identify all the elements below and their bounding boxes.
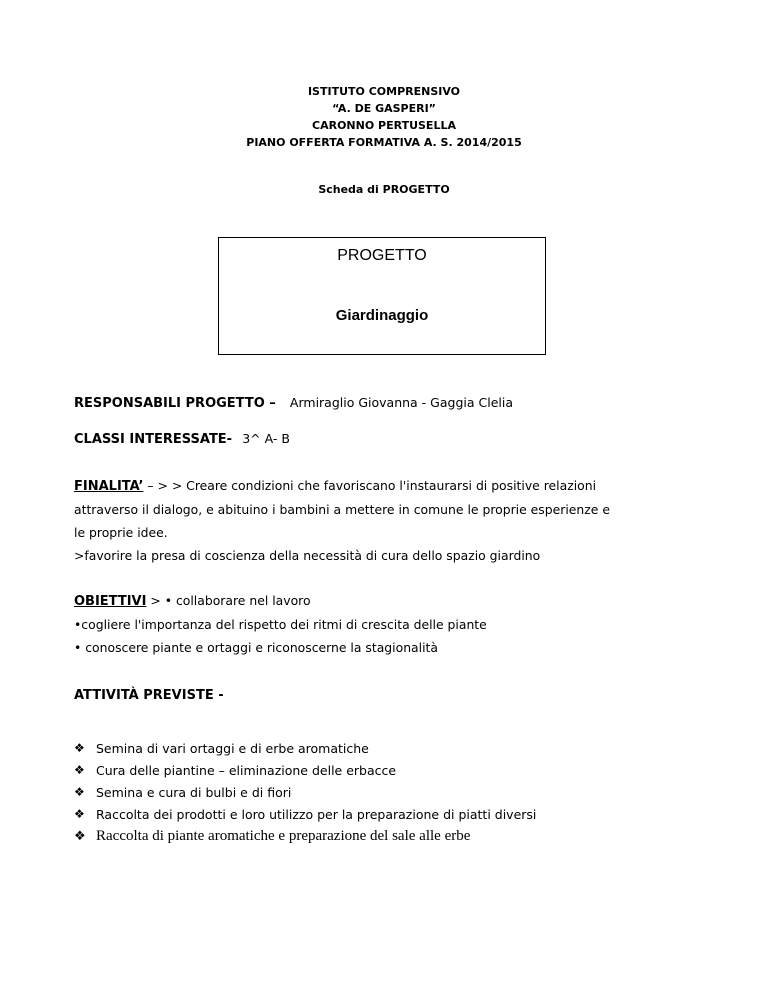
project-name: Giardinaggio (335, 307, 429, 324)
finalita-label: FINALITA’ (74, 479, 144, 494)
diamond-bullet-icon: ❖ (74, 828, 86, 844)
obiettivi-label: OBIETTIVI (74, 594, 147, 609)
sheet-title: Scheda di PROGETTO (318, 183, 450, 196)
list-item: ❖ Raccolta di piante aromatiche e preparazione del sale alle erbe (74, 827, 471, 844)
responsabili-label: RESPONSABILI PROGETTO – (74, 396, 276, 411)
school-location: CARONNO PERTUSELLA (312, 119, 456, 132)
document-header (0, 83, 768, 151)
classi-value: 3^ A- B (242, 431, 290, 446)
diamond-bullet-icon: ❖ (74, 741, 85, 755)
school-name: “A. DE GASPERI” (332, 102, 436, 115)
finalita-line-1 (74, 474, 704, 498)
project-box (218, 237, 546, 355)
finalita-section (74, 474, 704, 567)
list-item: ❖ Semina e cura di bulbi e di fiori (74, 784, 292, 800)
obiettivi-section (74, 589, 704, 659)
plan-title: PIANO OFFERTA FORMATIVA A. S. 2014/2015 (246, 136, 522, 149)
attivita-heading (74, 685, 224, 707)
obiettivi-line-3: • conoscere piante e ortaggi e riconoscerne la stagionalità (74, 640, 438, 655)
diamond-bullet-icon: ❖ (74, 785, 85, 799)
list-item: ❖ Cura delle piantine – eliminazione delle erbacce (74, 762, 397, 778)
finalita-line-2: attraverso il dialogo, e abituino i bambini a mettere in comune le proprie esperienze e (74, 502, 610, 517)
finalita-line-3: le proprie idee. (74, 525, 168, 540)
finalita-line-4: >favorire la presa di coscienza della necessità di cura dello spazio giardino (74, 548, 541, 563)
finalita-text-1: – > > Creare condizioni che favoriscano l'instaurarsi di positive relazioni (143, 478, 597, 493)
list-item: ❖ Semina di vari ortaggi e di erbe aromatiche (74, 740, 369, 756)
project-box-title: PROGETTO (337, 247, 427, 264)
obiettivi-line-2: •cogliere l'importanza del rispetto dei ritmi di crescita delle piante (74, 617, 487, 632)
obiettivi-text-1: > • collaborare nel lavoro (146, 593, 311, 608)
classi-label: CLASSI INTERESSATE- (74, 432, 233, 447)
responsabili-row (74, 392, 513, 415)
diamond-bullet-icon: ❖ (74, 763, 85, 777)
diamond-bullet-icon: ❖ (74, 807, 85, 821)
school-type: ISTITUTO COMPRENSIVO (307, 85, 461, 98)
attivita-list (74, 737, 536, 847)
attivita-label: ATTIVITÀ PREVISTE - (74, 688, 224, 703)
responsabili-value: Armiraglio Giovanna - Gaggia Clelia (289, 395, 513, 410)
classi-row (74, 428, 290, 451)
list-item: ❖ Raccolta dei prodotti e loro utilizzo per la preparazione di piatti diversi (74, 806, 537, 822)
obiettivi-line-1 (74, 589, 704, 613)
